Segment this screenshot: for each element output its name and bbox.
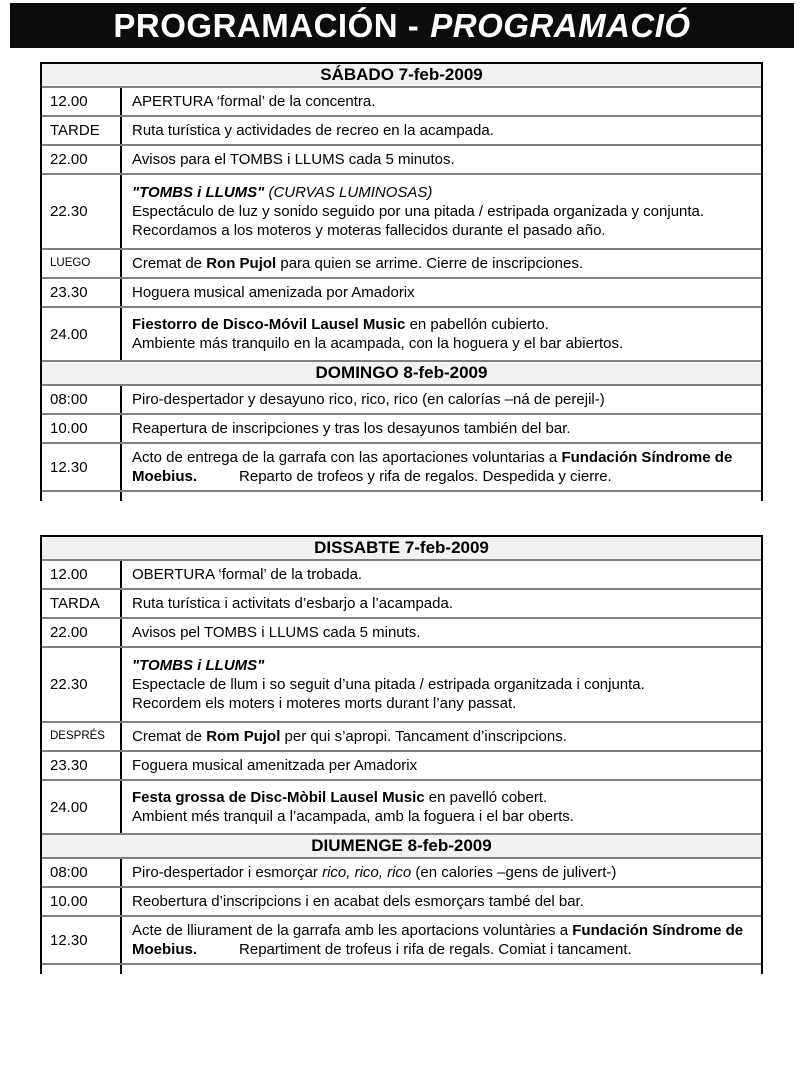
table-bottom-stub-divider	[42, 965, 122, 974]
day-section-header: DIUMENGE 8-feb-2009	[42, 835, 761, 859]
description-cell	[122, 279, 761, 306]
schedule-row	[42, 723, 761, 752]
text-segment: Rom Pujol	[206, 728, 281, 745]
description-line	[132, 448, 757, 486]
description-cell	[122, 250, 761, 277]
text-segment: Avisos pel TOMBS i LLUMS cada 5 minuts.	[132, 624, 421, 641]
description-cell	[122, 561, 761, 588]
description-cell	[122, 781, 761, 833]
time-cell: 10.00	[42, 888, 122, 915]
description-line	[132, 92, 757, 111]
description-line	[132, 419, 757, 438]
day-section-header: SÁBADO 7-feb-2009	[42, 64, 761, 88]
text-segment: Ron Pujol	[206, 255, 277, 272]
text-segment: Foguera musical amenitzada per Amadorix	[132, 757, 418, 774]
description-cell	[122, 917, 761, 963]
time-cell: 24.00	[42, 308, 122, 360]
time-cell: 08:00	[42, 859, 122, 886]
text-segment: Ambient més tranquil a l’acampada, amb la foguera i el bar oberts.	[132, 808, 574, 825]
text-segment: Acto de entrega de la garrafa con las aportaciones voluntarias a	[132, 449, 562, 466]
schedule-row	[42, 279, 761, 308]
description-line	[132, 202, 757, 221]
schedule-row	[42, 415, 761, 444]
description-cell	[122, 444, 761, 490]
text-segment: Ambiente más tranquilo en la acampada, con la hoguera y el bar abiertos.	[132, 335, 624, 352]
text-segment: Cremat de	[132, 728, 207, 745]
text-segment: OBERTURA ‘formal’ de la trobada.	[132, 566, 363, 583]
text-segment: Fundación Síndrome de Moebius.	[132, 922, 744, 958]
description-line	[132, 656, 757, 675]
table-bottom-stub	[42, 965, 761, 974]
schedule-row	[42, 561, 761, 590]
text-segment: en pavelló cobert.	[424, 789, 548, 806]
text-segment: Piro-despertador y desayuno rico, rico, rico (en calorías –ná de perejil-)	[132, 391, 605, 408]
description-cell	[122, 146, 761, 173]
description-cell	[122, 752, 761, 779]
schedule-row	[42, 117, 761, 146]
schedule-row	[42, 781, 761, 835]
description-cell	[122, 888, 761, 915]
text-segment: per qui s’apropi. Tancament d’inscripcions.	[280, 728, 567, 745]
description-line	[132, 283, 757, 302]
description-line	[132, 150, 757, 169]
description-cell	[122, 308, 761, 360]
time-cell: TARDE	[42, 117, 122, 144]
time-cell: 12.00	[42, 561, 122, 588]
description-line	[132, 221, 757, 240]
text-segment: Reparto de trofeos y rifa de regalos. Despedida y cierre.	[239, 468, 612, 485]
description-line	[132, 183, 757, 202]
description-line	[132, 863, 757, 882]
description-line	[132, 807, 757, 826]
description-line	[132, 121, 757, 140]
time-cell: 22.30	[42, 648, 122, 721]
description-line	[132, 727, 757, 746]
schedule-row	[42, 250, 761, 279]
description-cell	[122, 723, 761, 750]
text-segment: Reapertura de inscripciones y tras los desayunos también del bar.	[132, 420, 571, 437]
description-line	[132, 788, 757, 807]
description-cell	[122, 175, 761, 248]
description-line	[132, 565, 757, 584]
schedule-row	[42, 146, 761, 175]
description-line	[132, 254, 757, 273]
description-line	[132, 315, 757, 334]
table-bottom-stub	[42, 492, 761, 501]
text-segment: Cremat de	[132, 255, 207, 272]
schedule-row	[42, 308, 761, 362]
schedule-row	[42, 752, 761, 781]
schedule-row	[42, 619, 761, 648]
text-segment: Repartiment de trofeus i rifa de regals. Comiat i tancament.	[239, 941, 632, 958]
time-cell: TARDA	[42, 590, 122, 617]
schedule-row	[42, 386, 761, 415]
page-title-banner	[10, 3, 794, 48]
schedule-row	[42, 648, 761, 723]
text-segment: (CURVAS LUMINOSAS)	[264, 184, 433, 201]
page-title-catalan: PROGRAMACIÓ	[430, 7, 691, 44]
schedule-row	[42, 917, 761, 965]
description-line	[132, 892, 757, 911]
text-segment: Piro-despertador i esmorçar	[132, 864, 323, 881]
time-cell: 22.00	[42, 146, 122, 173]
description-line	[132, 675, 757, 694]
text-segment: Festa grossa de Disc-Mòbil Lausel Music	[132, 789, 425, 806]
text-segment: Hoguera musical amenizada por Amadorix	[132, 284, 415, 301]
text-segment: Espectacle de llum i so seguit d’una pitada / estripada organitzada i conjunta.	[132, 676, 645, 693]
text-segment: rico, rico, rico	[322, 864, 412, 881]
text-segment: "TOMBS i LLUMS"	[132, 184, 265, 201]
text-segment: Ruta turística y actividades de recreo en la acampada.	[132, 122, 494, 139]
time-cell: 22.00	[42, 619, 122, 646]
description-cell	[122, 415, 761, 442]
time-cell: LUEGO	[42, 250, 122, 277]
description-cell	[122, 619, 761, 646]
text-segment: Recordem els moters i moteres morts durant l’any passat.	[132, 695, 517, 712]
time-cell: 23.30	[42, 279, 122, 306]
text-segment: Espectáculo de luz y sonido seguido por una pitada / estripada organizada y conjunta.	[132, 203, 705, 220]
schedule-row	[42, 88, 761, 117]
time-cell: 08:00	[42, 386, 122, 413]
text-segment: Ruta turística i activitats d’esbarjo a l’acampada.	[132, 595, 453, 612]
text-segment: en pabellón cubierto.	[405, 316, 549, 333]
description-cell	[122, 386, 761, 413]
text-segment: "TOMBS i LLUMS"	[132, 657, 265, 674]
time-cell: DESPRÉS	[42, 723, 122, 750]
text-segment: Reobertura d’inscripcions i en acabat dels esmorçars també del bar.	[132, 893, 584, 910]
description-cell	[122, 859, 761, 886]
schedule-row	[42, 444, 761, 492]
text-segment: Recordamos a los moteros y moteras fallecidos durante el pasado año.	[132, 222, 606, 239]
time-cell: 24.00	[42, 781, 122, 833]
schedule-row	[42, 888, 761, 917]
time-cell: 10.00	[42, 415, 122, 442]
description-cell	[122, 590, 761, 617]
description-line	[132, 921, 757, 959]
text-segment: Acte de lliurament de la garrafa amb les aportacions voluntàries a	[132, 922, 573, 939]
description-cell	[122, 88, 761, 115]
page-title-spanish: PROGRAMACIÓN -	[113, 7, 420, 44]
schedule-row	[42, 175, 761, 250]
time-cell: 23.30	[42, 752, 122, 779]
text-segment: Fundación Síndrome de Moebius.	[132, 449, 733, 485]
time-cell: 12.30	[42, 917, 122, 963]
description-line	[132, 334, 757, 353]
description-line	[132, 623, 757, 642]
description-line	[132, 390, 757, 409]
schedule-table-catalan	[40, 535, 763, 974]
description-cell	[122, 117, 761, 144]
schedule-table-spanish	[40, 62, 763, 501]
schedule-row	[42, 590, 761, 619]
time-cell: 12.00	[42, 88, 122, 115]
schedule-row	[42, 859, 761, 888]
description-line	[132, 694, 757, 713]
text-segment: Fiestorro de Disco-Móvil Lausel Music	[132, 316, 406, 333]
text-segment: Avisos para el TOMBS i LLUMS cada 5 minutos.	[132, 151, 455, 168]
time-cell: 12.30	[42, 444, 122, 490]
description-line	[132, 594, 757, 613]
text-segment: para quien se arrime. Cierre de inscripciones.	[276, 255, 584, 272]
description-line	[132, 756, 757, 775]
text-segment: APERTURA ‘formal’ de la concentra.	[132, 93, 376, 110]
text-segment: (en calories –gens de julivert-)	[411, 864, 617, 881]
day-section-header: DISSABTE 7-feb-2009	[42, 537, 761, 561]
time-cell: 22.30	[42, 175, 122, 248]
description-cell	[122, 648, 761, 721]
day-section-header: DOMINGO 8-feb-2009	[42, 362, 761, 386]
table-bottom-stub-divider	[42, 492, 122, 501]
